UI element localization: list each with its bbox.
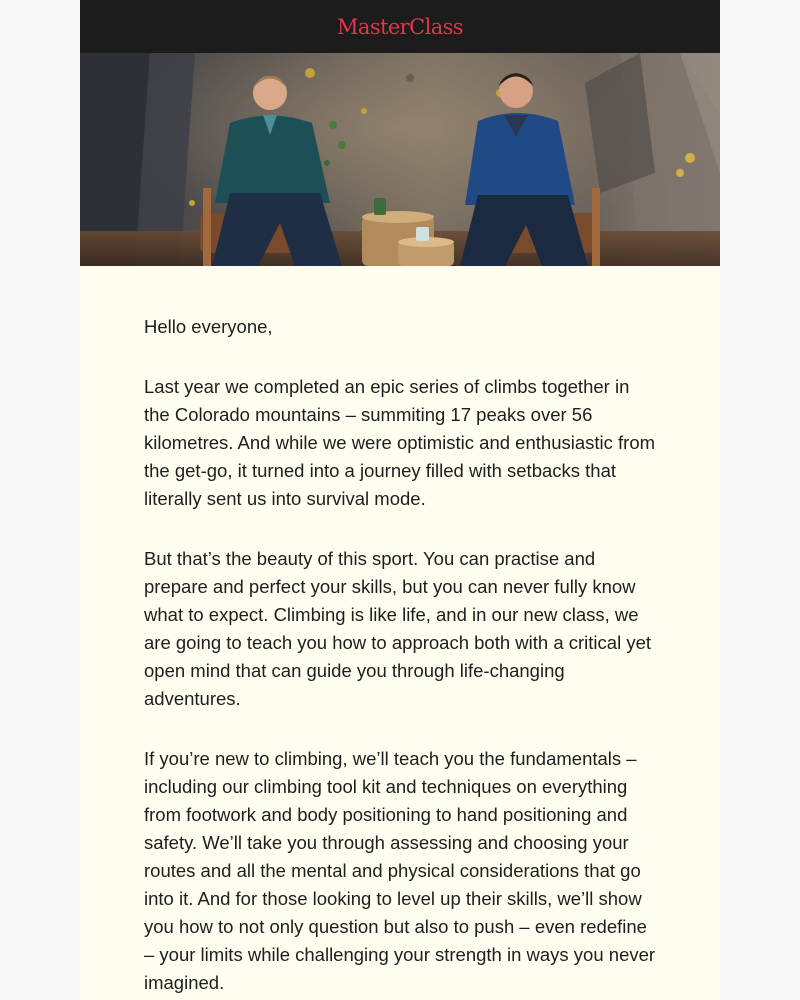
paragraph-1: Last year we completed an epic series of climbs together in the Colorado mountains – summiting 17 peaks over 56 kilometres. And while we were optimistic and enthusiastic from the get-go, it turned into a journey filled with setbacks that literally sent us into survival mode. bbox=[144, 376, 656, 509]
paragraph-3: If you’re new to climbing, we’ll teach you the fundamentals – including our climbing tool kit and techniques on everything from footwork and body positioning to hand positioning and safety. We’ll take you through assessing and choosing your routes and all the mental and physical considerations that go into it. And for those looking to level up their skills, we’ll show you how to not only question but also to push – even redefine – your limits while challenging your strength in ways you never imagined. bbox=[144, 748, 656, 993]
masterclass-logo[interactable]: MasterClass bbox=[337, 15, 463, 39]
email-body bbox=[80, 266, 720, 997]
email-container bbox=[80, 0, 720, 1000]
paragraph-2: But that’s the beauty of this sport. You can practise and prepare and perfect your skills, but you can never fully know what to expect. Climbing is like life, and in our new class, we are going to teach you how to approach both with a critical yet open mind that can guide you through life-changing adventures. bbox=[144, 548, 651, 709]
greeting: Hello everyone, bbox=[144, 316, 273, 337]
hero-image[interactable] bbox=[80, 53, 720, 266]
header-bar bbox=[80, 0, 720, 53]
